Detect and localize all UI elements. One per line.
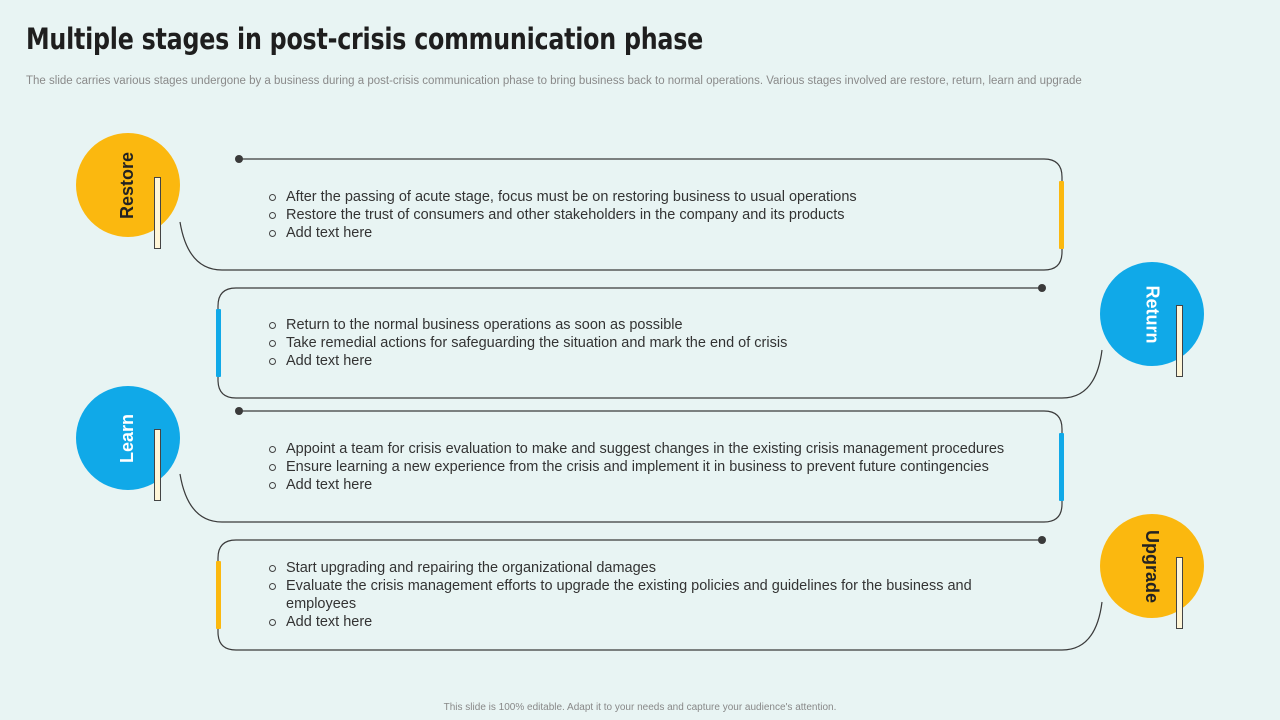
list-item: Evaluate the crisis management efforts to upgrade the existing policies and guidelines for the business and employees: [268, 577, 988, 613]
list-item: Add text here: [268, 613, 988, 631]
list-item: Add text here: [268, 476, 1004, 494]
return-accent-bar: [216, 309, 221, 377]
stage2-start-dot: [1038, 284, 1046, 292]
list-item: Start upgrading and repairing the organizational damages: [268, 559, 988, 577]
learn-accent-bar: [1059, 433, 1064, 501]
return-points: [268, 316, 787, 370]
restore-accent-bar: [1059, 181, 1064, 249]
learn-tick: [154, 429, 161, 501]
list-item: Add text here: [268, 352, 787, 370]
learn-points: [268, 440, 1004, 494]
page-title: Multiple stages in post-crisis communication phase: [26, 22, 704, 56]
upgrade-label: Upgrade: [1142, 529, 1163, 603]
stage4-start-dot: [1038, 536, 1046, 544]
list-item: Restore the trust of consumers and other stakeholders in the company and its products: [268, 206, 857, 224]
restore-tick: [154, 177, 161, 249]
upgrade-points: [268, 559, 988, 631]
list-item: After the passing of acute stage, focus must be on restoring business to usual operations: [268, 188, 857, 206]
stage3-start-dot: [235, 407, 243, 415]
footer-note: This slide is 100% editable. Adapt it to your needs and capture your audience's attention.: [443, 702, 837, 713]
list-item: Take remedial actions for safeguarding the situation and mark the end of crisis: [268, 334, 787, 352]
list-item: Ensure learning a new experience from the crisis and implement it in business to prevent future contingencies: [268, 458, 1004, 476]
restore-points: [268, 188, 857, 242]
list-item: Return to the normal business operations as soon as possible: [268, 316, 787, 334]
list-item: Appoint a team for crisis evaluation to make and suggest changes in the existing crisis management procedures: [268, 440, 1004, 458]
return-tick: [1176, 305, 1183, 377]
return-label: Return: [1142, 285, 1163, 343]
page-subtitle: The slide carries various stages undergone by a business during a post-crisis communication phase to bring business back to normal operations. Various stages involved are restore, return, learn and upgrade: [26, 75, 1082, 87]
learn-label: Learn: [117, 413, 138, 463]
restore-label: Restore: [117, 151, 138, 219]
list-item: Add text here: [268, 224, 857, 242]
stage1-start-dot: [235, 155, 243, 163]
upgrade-accent-bar: [216, 561, 221, 629]
upgrade-tick: [1176, 557, 1183, 629]
